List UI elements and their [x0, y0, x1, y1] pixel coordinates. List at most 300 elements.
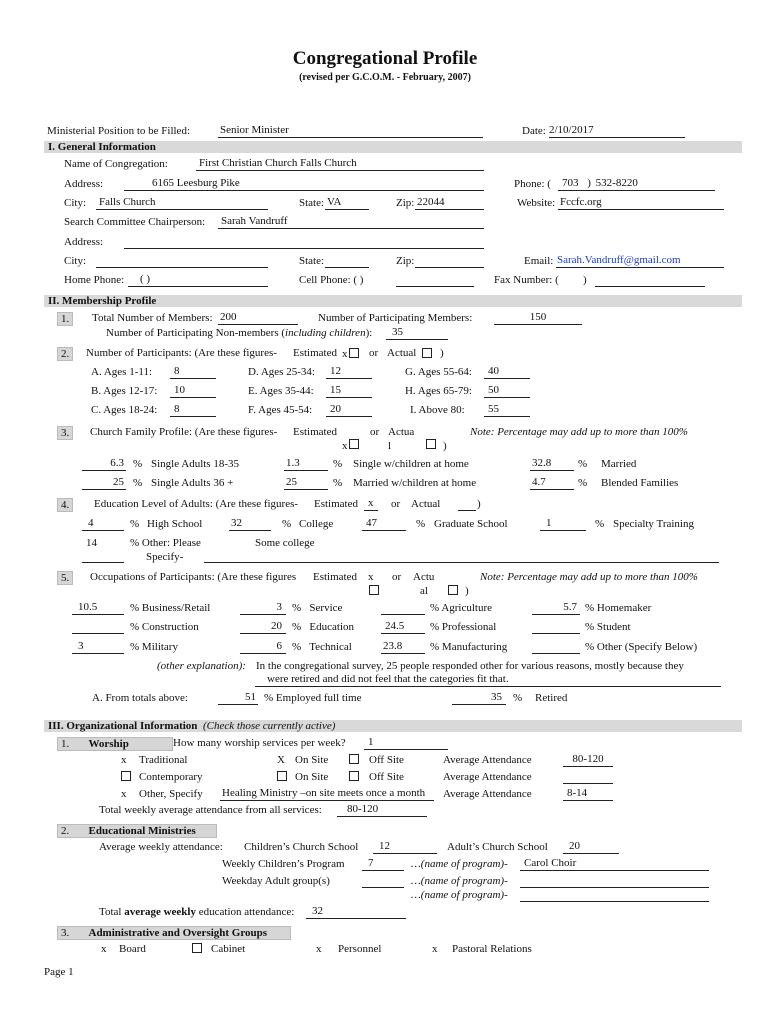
age-field[interactable] [170, 403, 216, 417]
education-other-specify: Some college [255, 537, 315, 549]
program-name-field[interactable] [520, 857, 709, 871]
age-label: D. Ages 25-34: [248, 366, 315, 378]
state-label: State: [299, 197, 325, 209]
education-value: 32 [231, 517, 242, 529]
occupation-field[interactable] [532, 601, 580, 615]
worship-mark: x [121, 788, 127, 800]
estimated-field[interactable] [364, 497, 378, 511]
childrens-school-field[interactable] [373, 840, 437, 854]
retired-value: 35 [491, 691, 502, 703]
explanation-field[interactable] [255, 673, 721, 687]
occupation-label [130, 602, 210, 615]
position-value: Senior Minister [220, 124, 289, 136]
occupation-label-text: Manufacturing [441, 641, 508, 653]
occupation-value: 20 [271, 620, 282, 632]
pct-sign: % [333, 477, 343, 489]
education-total-label-a: Total [99, 906, 125, 918]
page-title: Congregational Profile [292, 48, 478, 69]
employed-label: % Employed full time [264, 692, 362, 704]
family-label: Single Adults 18-35 [151, 458, 240, 470]
occupation-label [430, 621, 496, 634]
admin-mark: x [101, 943, 107, 955]
occupation-field[interactable] [532, 620, 580, 634]
estimated-mark: x [342, 348, 348, 360]
age-label: C. Ages 18-24: [91, 404, 158, 416]
zip-label: Zip: [396, 197, 415, 209]
education-field[interactable] [362, 517, 406, 531]
explanation-label: (other explanation): [157, 660, 246, 672]
pct-sign: % [585, 641, 595, 653]
offsite-label: Off Site [369, 754, 404, 766]
family-field[interactable] [530, 476, 574, 490]
age-value: 10 [174, 384, 185, 396]
family-value: 6.3 [110, 457, 124, 469]
family-field[interactable] [82, 476, 126, 490]
education-other-label2: Specify- [146, 551, 184, 563]
family-label: Married [601, 458, 637, 470]
pct-sign: % [333, 458, 343, 470]
pct-sign: % [430, 602, 440, 614]
note-text: Note: Percentage may add up to more than 100% [480, 571, 698, 583]
website-label: Website: [517, 197, 556, 209]
total-members-label: Total Number of Members: [92, 312, 213, 324]
nonmembers-label [106, 327, 372, 340]
occupation-field[interactable] [240, 601, 286, 615]
education-other-label: % Other: Please [130, 537, 201, 549]
pct-sign: % [130, 602, 140, 614]
worship-header [57, 737, 173, 751]
close-paren: ) [465, 585, 469, 597]
question-number: 2. [57, 347, 73, 361]
childrens-school-label: Children’s Church School [244, 841, 359, 853]
zip-value: 22044 [417, 196, 445, 208]
worship-type: Other, Specify [139, 788, 203, 800]
phone-number: 532-8220 [595, 177, 638, 189]
estimated-label: Estimated [293, 426, 337, 438]
age-field[interactable] [326, 365, 372, 379]
position-field[interactable] [218, 124, 483, 138]
worship-type: Contemporary [139, 771, 203, 783]
occupation-value: 3 [276, 601, 282, 613]
occupation-field[interactable] [72, 640, 124, 654]
occupation-label-text: Technical [309, 641, 352, 653]
city-label: City: [64, 197, 87, 209]
age-label: G. Ages 55-64: [405, 366, 472, 378]
age-field[interactable] [326, 403, 372, 417]
education-header [57, 824, 217, 838]
occupation-value: 6 [276, 640, 282, 652]
attendance-field[interactable] [563, 770, 613, 784]
education-total-label-b: average weekly [124, 906, 196, 918]
participating-members-value: 150 [529, 311, 547, 323]
family-value: 4.7 [532, 476, 546, 488]
city-field[interactable] [96, 196, 268, 210]
congregation-name-value: First Christian Church Falls Church [199, 157, 357, 169]
worship-type: Traditional [139, 754, 188, 766]
employed-field[interactable] [218, 691, 258, 705]
education-title: Educational Ministries [88, 825, 196, 837]
explanation-line1: In the congregational survey, 25 people responded other for various reasons, mostly because they [256, 660, 684, 672]
family-value: 25 [113, 476, 124, 488]
page-subtitle: (revised per G.C.O.M. - February, 2007) [299, 72, 471, 83]
age-field[interactable] [170, 384, 216, 398]
occupation-label [430, 641, 507, 654]
education-field[interactable] [540, 517, 586, 531]
adults-school-label: Adult’s Church School [447, 841, 548, 853]
age-field[interactable] [484, 384, 530, 398]
occupation-label [585, 602, 651, 615]
onsite-label: On Site [295, 754, 329, 766]
family-value: 25 [286, 476, 297, 488]
state-value: VA [327, 196, 342, 208]
admin-mark: x [316, 943, 322, 955]
actual-label: Actual [387, 347, 417, 359]
age-label: B. Ages 12-17: [91, 385, 158, 397]
program-name-label: …(name of program)- [411, 889, 508, 901]
actual-field[interactable] [458, 497, 476, 511]
city2-label: City: [64, 255, 87, 267]
age-label: E. Ages 35-44: [248, 385, 314, 397]
occupations-label: Occupations of Participants: (Are these figures [90, 571, 297, 583]
date-value: 2/10/2017 [549, 124, 594, 136]
actual-label: Actual [411, 498, 441, 510]
pct-sign: % [595, 518, 605, 530]
chair-field[interactable] [218, 215, 484, 229]
family-field[interactable] [82, 457, 126, 471]
worship-total-value: 80-120 [347, 803, 379, 815]
occupation-label [292, 602, 342, 615]
contemporary-checkbox[interactable] [121, 771, 131, 781]
education-value: 1 [546, 517, 552, 529]
section-organizational-title: III. Organizational Information [48, 720, 198, 732]
pct-sign: % [585, 621, 595, 633]
weekly-children-field[interactable] [362, 857, 404, 871]
worship-total-field[interactable] [337, 803, 427, 817]
question-number: 2. [61, 825, 70, 837]
pct-sign: % [578, 477, 588, 489]
address2-label: Address: [64, 236, 104, 248]
actual-checkbox[interactable] [422, 348, 432, 358]
offsite-checkbox[interactable] [349, 754, 359, 764]
pct-sign: % [513, 692, 523, 704]
congregation-name-field[interactable] [196, 157, 484, 171]
occupation-field[interactable] [381, 640, 425, 654]
family-label: Blended Families [601, 477, 679, 489]
actual-label: Actu [413, 571, 435, 583]
occupation-label-text: Service [309, 602, 343, 614]
occupation-field[interactable] [72, 601, 124, 615]
education-other-field[interactable] [82, 550, 124, 563]
zip2-field[interactable] [415, 254, 484, 268]
age-label: F. Ages 45-54: [248, 404, 313, 416]
family-value: 1.3 [286, 457, 300, 469]
state2-label: State: [299, 255, 325, 267]
admin-label: Personnel [338, 943, 382, 955]
close-paren: ) [477, 498, 481, 510]
admin-label: Board [119, 943, 146, 955]
section-membership-header: II. Membership Profile [48, 295, 157, 307]
admin-mark: x [432, 943, 438, 955]
estimated-label: Estimated [314, 498, 358, 510]
fax-close: ) [583, 274, 587, 286]
question-number: 1. [61, 738, 70, 750]
date-label: Date: [522, 125, 546, 137]
age-value: 8 [174, 403, 180, 415]
age-field[interactable] [484, 403, 530, 417]
age-value: 8 [174, 365, 180, 377]
congregation-name-label: Name of Congregation: [64, 158, 168, 170]
page-number: Page 1 [44, 966, 74, 978]
occupation-label [292, 641, 352, 654]
education-field[interactable] [82, 517, 124, 531]
offsite-checkbox[interactable] [349, 771, 359, 781]
occupation-value: 5.7 [563, 601, 577, 613]
adults-school-value: 20 [569, 840, 580, 852]
occupation-field[interactable] [240, 640, 286, 654]
age-field[interactable] [484, 365, 530, 379]
question-number: 5. [57, 571, 73, 585]
phone-close: ) [587, 177, 591, 189]
education-total-label [99, 906, 294, 919]
retired-label: Retired [535, 692, 568, 704]
close-paren: ) [440, 347, 444, 359]
admin-title: Administrative and Oversight Groups [88, 927, 268, 939]
occupation-label-text: Business/Retail [141, 602, 211, 614]
website-value: Fccfc.org [560, 196, 602, 208]
occupation-field[interactable] [381, 620, 425, 634]
or-label: or [370, 426, 380, 438]
pct-sign: % [430, 621, 440, 633]
question-number: 4. [57, 498, 73, 512]
worship-specify-field[interactable] [220, 787, 434, 801]
occupation-value: 23.8 [383, 640, 403, 652]
age-value: 12 [330, 365, 341, 377]
phone-area: 703 [562, 177, 579, 189]
occupation-field[interactable] [532, 640, 580, 654]
worship-title: Worship [88, 738, 129, 750]
pct-sign: % [133, 458, 143, 470]
participating-members-field[interactable] [494, 311, 582, 325]
nonmembers-label-a: Number of Participating Non-members ( [106, 327, 286, 339]
estimated-label: Estimated [313, 571, 357, 583]
attendance-label: Average Attendance [443, 788, 532, 800]
estimated-mark: x [368, 497, 374, 509]
actual-checkbox[interactable] [426, 439, 436, 449]
family-field[interactable] [530, 457, 574, 471]
admin-label: Pastoral Relations [452, 943, 532, 955]
city2-field[interactable] [96, 254, 268, 268]
question-number: 1. [57, 312, 73, 326]
childrens-school-value: 12 [379, 840, 390, 852]
total-members-field[interactable] [218, 311, 298, 325]
occupation-value: 24.5 [385, 620, 405, 632]
zip2-label: Zip: [396, 255, 415, 267]
family-field[interactable] [284, 457, 328, 471]
actual-label-cont: al [420, 585, 428, 597]
home-phone-value: ( ) [140, 273, 151, 285]
age-label: H. Ages 65-79: [405, 385, 472, 397]
onsite-checkbox[interactable] [277, 771, 287, 781]
fax-label: Fax Number: ( [494, 274, 559, 286]
education-total-field[interactable] [306, 905, 406, 919]
age-label: A. Ages 1-11: [91, 366, 153, 378]
actual-checkbox[interactable] [448, 585, 458, 595]
estimated-mark: x [342, 440, 348, 452]
education-other-value: 14 [86, 537, 97, 549]
or-label: or [369, 347, 379, 359]
estimated-checkbox[interactable] [369, 585, 379, 595]
education-label: High School [147, 518, 203, 530]
adults-school-field[interactable] [563, 840, 619, 854]
occupation-label-text: Student [596, 621, 631, 633]
occupation-label [130, 641, 178, 654]
education-total-value: 32 [312, 905, 323, 917]
occupation-value: 10.5 [78, 601, 98, 613]
estimated-checkbox[interactable] [349, 348, 359, 358]
state2-field[interactable] [325, 254, 369, 268]
family-field[interactable] [284, 476, 328, 490]
attendance-label: Average Attendance [443, 771, 532, 783]
participants-label: Number of Participants: (Are these figures- [86, 347, 277, 359]
weekday-adult-field[interactable] [362, 874, 404, 888]
fax-field[interactable] [595, 273, 705, 287]
attendance-value: 8-14 [567, 787, 588, 799]
occupation-label [292, 621, 354, 634]
explanation-line2: were retired and did not feel that the categories fit that. [267, 673, 509, 685]
attendance-field[interactable] [563, 787, 613, 801]
participating-members-label: Number of Participating Members: [318, 312, 473, 324]
pct-sign: % [130, 641, 140, 653]
services-value: 1 [368, 736, 374, 748]
note-text: Note: Percentage may add up to more than 100% [470, 426, 688, 438]
occupation-label-text: Agriculture [441, 602, 493, 614]
education-value: 47 [366, 517, 377, 529]
attendance-field[interactable] [563, 753, 613, 767]
close-paren: ) [443, 440, 447, 452]
program-name-value: Carol Choir [524, 857, 577, 869]
pct-sign: % [578, 458, 588, 470]
age-value: 20 [330, 403, 341, 415]
retired-field[interactable] [452, 691, 506, 705]
attendance-value: 80-120 [572, 753, 604, 765]
actual-label-cont: l [388, 440, 392, 452]
services-field[interactable] [364, 736, 448, 750]
pct-sign: % [130, 518, 140, 530]
age-value: 50 [488, 384, 499, 396]
age-field[interactable] [326, 384, 372, 398]
admin-label: Cabinet [211, 943, 246, 955]
occupation-label-text: Other (Specify Below) [596, 641, 698, 653]
occupation-label [430, 602, 492, 615]
nonmembers-label-b: including children [285, 327, 366, 339]
zip-field[interactable] [415, 196, 484, 210]
age-value: 55 [488, 403, 499, 415]
program-name-field[interactable] [520, 874, 709, 888]
section-organizational-header [48, 720, 335, 733]
education-level-label: Education Level of Adults: (Are these figures- [94, 498, 299, 510]
or-label: or [392, 571, 402, 583]
age-field[interactable] [170, 365, 216, 379]
email-field[interactable] [556, 254, 724, 268]
occupation-label [585, 621, 631, 634]
occupation-label [130, 621, 199, 634]
state-field[interactable] [325, 196, 369, 210]
family-label: Single Adults 36 + [151, 477, 234, 489]
chair-value: Sarah Vandruff [221, 215, 288, 227]
services-label: How many worship services per week? [173, 737, 346, 749]
email-value[interactable]: Sarah.Vandruff@gmail.com [557, 254, 681, 266]
address-field[interactable] [124, 177, 484, 191]
pct-sign: % [133, 477, 143, 489]
program-name-label: …(name of program)- [411, 858, 508, 870]
education-field[interactable] [229, 517, 271, 531]
pct-sign: % [292, 621, 302, 633]
worship-specify-value: Healing Ministry –on site meets once a month [222, 787, 426, 799]
home-phone-label: Home Phone: [64, 274, 125, 286]
question-number: 3. [57, 426, 73, 440]
occupation-label [585, 641, 697, 654]
occupation-field[interactable] [381, 601, 425, 615]
address2-field[interactable] [124, 235, 484, 249]
pct-sign: % [282, 518, 292, 530]
phone-label: Phone: ( [514, 178, 551, 190]
position-label: Ministerial Position to be Filled: [47, 125, 190, 137]
occupation-field[interactable] [240, 620, 286, 634]
estimated-mark: x [368, 571, 374, 583]
cabinet-checkbox[interactable] [192, 943, 202, 953]
nonmembers-field[interactable] [386, 326, 448, 340]
home-phone-field[interactable] [128, 273, 268, 287]
phone-field[interactable] [558, 177, 715, 191]
education-specify-field[interactable] [204, 550, 719, 563]
weekly-children-label: Weekly Children’s Program [222, 858, 345, 870]
education-total-label-c: education attendance: [195, 906, 295, 918]
date-field[interactable] [549, 124, 685, 138]
weekly-children-value: 7 [368, 857, 374, 869]
address-label: Address: [64, 178, 104, 190]
onsite-label: On Site [295, 771, 329, 783]
nonmembers-value: 35 [392, 326, 403, 338]
age-value: 15 [330, 384, 341, 396]
family-value: 32.8 [532, 457, 552, 469]
or-label: or [391, 498, 401, 510]
cell-phone-field[interactable] [396, 273, 474, 287]
education-label: Graduate School [434, 518, 508, 530]
website-field[interactable] [558, 196, 724, 210]
worship-total-label: Total weekly average attendance from all services: [99, 804, 322, 816]
pct-sign: % [585, 602, 595, 614]
pct-sign: % [292, 602, 302, 614]
pct-sign: % [416, 518, 426, 530]
nonmembers-label-c: ): [365, 327, 373, 339]
occupation-field[interactable] [72, 620, 124, 634]
occupation-value: 3 [78, 640, 84, 652]
address-value: 6165 Leesburg Pike [152, 177, 240, 189]
program-name-field[interactable] [520, 888, 709, 902]
family-label: Married w/children at home [353, 477, 477, 489]
section-general-header: I. General Information [48, 141, 156, 153]
pct-sign: % [430, 641, 440, 653]
education-label: College [299, 518, 334, 530]
estimated-checkbox[interactable] [349, 439, 359, 449]
occupation-label-text: Homemaker [596, 602, 652, 614]
offsite-label: Off Site [369, 771, 404, 783]
age-label: I. Above 80: [410, 404, 465, 416]
totals-label: A. From totals above: [92, 692, 188, 704]
chair-label: Search Committee Chairperson: [64, 216, 206, 228]
pct-sign: % [130, 621, 140, 633]
onsite-mark: X [277, 754, 285, 766]
